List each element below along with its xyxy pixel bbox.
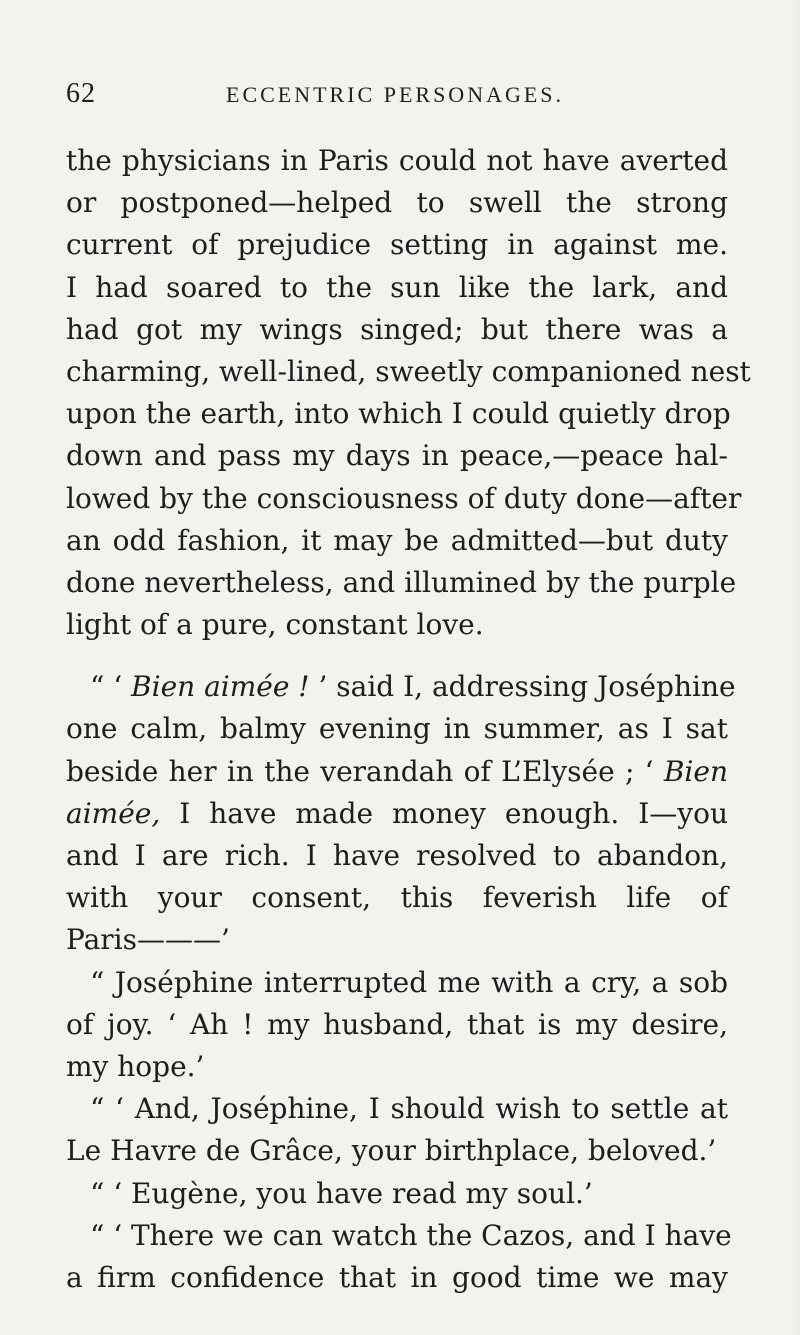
paragraph-5 (66, 1173, 728, 1215)
paragraph-line: lowed by the consciousness of duty done—after (66, 481, 742, 515)
running-head: ECCENTRIC PERSONAGES. (226, 82, 565, 107)
paragraph-line: or postponed—helped to swell the strong (66, 186, 728, 220)
paragraph-line (66, 751, 728, 793)
page-number: 62 (66, 78, 96, 109)
paragraph-6 (66, 1215, 732, 1299)
paragraph-line: I had soared to the sun like the lark, and (66, 270, 728, 304)
paragraph-line: light of a pure, constant love. (66, 608, 484, 642)
line-text: beside her in the verandah of L’Elysée ; ‘ (66, 754, 654, 788)
body-text (66, 140, 751, 1299)
paragraph-line: a firm confidence that in good time we may (66, 1260, 728, 1294)
paragraph-line: “ ‘ There we can watch the Cazos, and I have (90, 1218, 732, 1252)
page-header (66, 78, 728, 122)
paragraph-line: my hope.’ (66, 1049, 205, 1083)
paragraph-line: “ Joséphine interrupted me with a cry, a sob (90, 965, 728, 999)
paragraph-line: done nevertheless, and illumined by the purple (66, 565, 737, 599)
paragraph-line: Le Havre de Grâce, your birthplace, beloved.’ (66, 1134, 717, 1168)
paragraph-line: current of prejudice setting in against me. (66, 228, 728, 262)
paragraph-line: down and pass my days in peace,—peace hal- (66, 439, 728, 473)
paragraph-line: of joy. ‘ Ah ! my husband, that is my desire, (66, 1007, 728, 1041)
italic-phrase: Bien (663, 754, 728, 788)
paragraph-line: one calm, balmy evening in summer, as I sat (66, 712, 728, 746)
paragraph-1 (66, 140, 751, 646)
paragraph-line (66, 793, 728, 835)
paragraph-line: the physicians in Paris could not have averted (66, 144, 728, 177)
paragraph-line: charming, well-lined, sweetly companioned nest (66, 354, 751, 388)
paragraph-line: “ ‘ And, Joséphine, I should wish to settle at (90, 1092, 728, 1126)
italic-phrase: Bien aimée ! (131, 670, 310, 704)
paragraph-line: had got my wings singed; but there was a (66, 312, 728, 346)
line-text: I have made money enough. I—you (179, 796, 728, 830)
paragraph-line (66, 666, 736, 708)
paragraph-line: and I are rich. I have resolved to abandon, (66, 839, 728, 872)
paragraph-line: an odd fashion, it may be admitted—but duty (66, 523, 728, 557)
paragraph-2 (66, 666, 736, 961)
paragraph-line: with your consent, this feverish life of (66, 881, 728, 915)
paragraph-3 (66, 962, 728, 1089)
paragraph-gap (66, 646, 728, 666)
paragraph-4 (66, 1088, 728, 1172)
quote-open: “ ‘ (90, 670, 123, 704)
paragraph-line: Paris———’ (66, 923, 230, 957)
line-text: ’ said I, addressing Joséphine (318, 670, 736, 704)
paragraph-line: “ ‘ Eugène, you have read my soul.’ (90, 1176, 593, 1210)
page-edge-shadow (790, 0, 800, 1335)
paragraph-line: upon the earth, into which I could quietly drop (66, 397, 731, 431)
italic-phrase: aimée, (66, 796, 161, 830)
